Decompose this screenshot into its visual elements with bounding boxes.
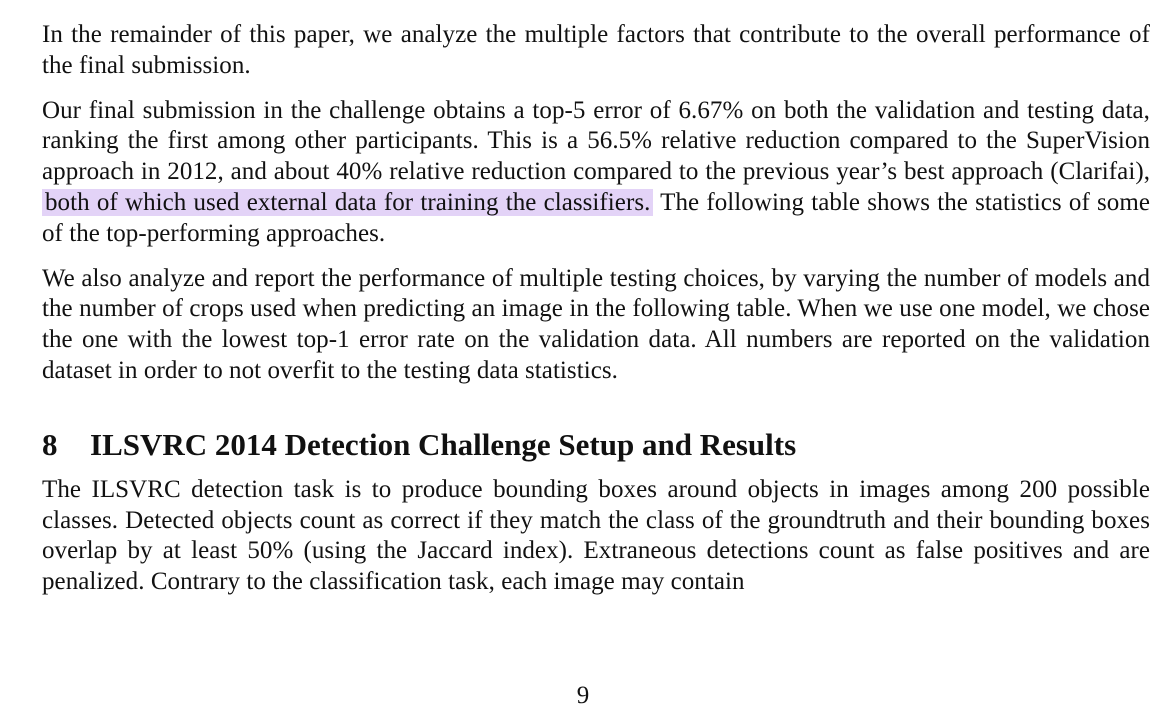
section-heading: [42, 427, 1150, 475]
paragraph-final-submission: [42, 96, 1150, 250]
section-title: ILSVRC 2014 Detection Challenge Setup and Results: [90, 426, 797, 462]
paragraph-text: We also analyze and report the performance of multiple testing choices, by varying the number of models and the number of crops used when predicting an image in the following table. When we use one model, we chose the one with the lowest top-1 error rate on the validation data. All numbers are reported on the validation dataset in order to not overfit to the testing data statistics.: [42, 264, 1150, 384]
section-number: 8: [42, 426, 58, 462]
paper-page: [42, 20, 1150, 612]
paragraph-detection-task: [42, 475, 1150, 598]
highlighted-text[interactable]: both of which used external data for training the classifiers.: [42, 189, 653, 216]
paragraph-text: The ILSVRC detection task is to produce bounding boxes around objects in images among 200 possible classes. Detected objects count as correct if they match the class of the groundtruth and their bounding boxes overlap by at least 50% (using the Jaccard index). Extraneous detections count as false positives and are penalized. Contrary to the classification task, each image may contain: [42, 475, 1150, 596]
paragraph-performance-intro: [42, 20, 1150, 82]
paragraph-testing-choices: [42, 264, 1150, 387]
paragraph-text-after-highlight: The following table shows the statistics of some of the top-performing approaches.: [42, 188, 1150, 247]
page-number: 9: [576, 682, 590, 709]
paragraph-text-before-highlight: Our final submission in the challenge obtains a top-5 error of 6.67% on both the validation and testing data, ranking the first among other participants. This is a 56.5% relative reduction compared to the SuperVision approach in 2012, and about 40% relative reduction compared to the previous year’s best approach (Clarifai),: [42, 96, 1150, 186]
paragraph-text: In the remainder of this paper, we analyze the multiple factors that contribute to the overall performance of the final submission.: [42, 21, 1150, 79]
